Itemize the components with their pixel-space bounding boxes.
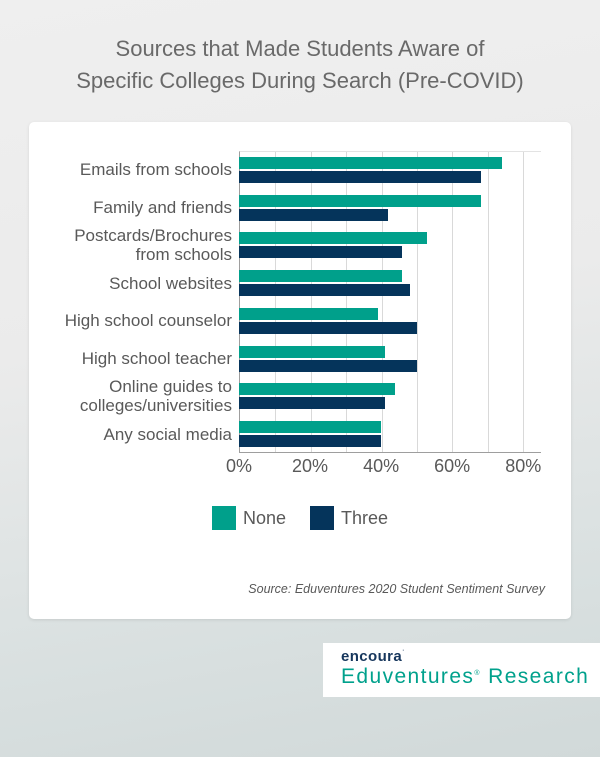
eduventures-research-wordmark (341, 665, 600, 689)
bar-row (29, 415, 541, 453)
bar-three (239, 322, 417, 334)
bar-three (239, 284, 410, 296)
chart-legend (29, 506, 571, 530)
legend-label: None (242, 507, 286, 528)
bar-row (29, 264, 541, 302)
category-label: High school teacher (81, 349, 232, 369)
x-axis (225, 456, 542, 478)
legend-item (212, 506, 286, 530)
bar-none (239, 232, 427, 244)
encoura-text: encoura (341, 648, 403, 665)
bar-three (239, 209, 388, 221)
bar-three (239, 246, 402, 258)
category-label: School websites (109, 273, 232, 293)
bar-pair (239, 151, 541, 189)
legend-swatch-three (310, 506, 334, 530)
category-label: Postcards/Brochures from schools (74, 226, 232, 265)
bar-none (239, 421, 381, 433)
bar-row (29, 151, 541, 189)
bar-three (239, 171, 481, 183)
bar-none (239, 346, 385, 358)
chart-card (29, 122, 571, 619)
bar-pair (239, 377, 541, 415)
x-tick-label: 20% (292, 456, 329, 476)
bar-pair (239, 340, 541, 378)
encoura-trademark: ˙ (402, 650, 405, 657)
chart-title-line1: Sources that Made Students Aware of (115, 36, 485, 61)
bar-row (29, 302, 541, 340)
x-tick-label: 80% (505, 456, 542, 476)
bar-three (239, 397, 385, 409)
bar-rows (29, 151, 541, 453)
eduventures-reg-mark: ® (474, 670, 481, 677)
bar-three (239, 360, 417, 372)
bar-none (239, 270, 402, 282)
bar-pair (239, 189, 541, 227)
encoura-wordmark (341, 648, 600, 665)
bar-none (239, 308, 378, 320)
brand-logo (323, 643, 600, 697)
bar-pair (239, 415, 541, 453)
x-tick-label: 40% (363, 456, 400, 476)
x-tick-label: 0% (225, 456, 253, 476)
bar-none (239, 383, 395, 395)
bar-pair (239, 264, 541, 302)
category-label: Any social media (103, 424, 232, 444)
legend-label: Three (341, 507, 389, 528)
category-label: High school counselor (64, 311, 232, 331)
research-text: Research (488, 665, 590, 688)
bar-none (239, 157, 502, 169)
source-note: Source: Eduventures 2020 Student Sentiment Survey (248, 582, 545, 596)
chart-title (0, 0, 600, 97)
bar-chart (29, 151, 542, 476)
bar-three (239, 435, 381, 447)
legend-swatch-none (212, 506, 236, 530)
bar-pair (239, 302, 541, 340)
category-label: Emails from schools (79, 160, 232, 180)
bar-row (29, 340, 541, 378)
bar-row (29, 189, 541, 227)
bar-row (29, 226, 541, 264)
x-tick-label: 60% (434, 456, 471, 476)
category-label: Online guides to colleges/universities (79, 377, 232, 416)
bar-pair (239, 226, 541, 264)
eduventures-text: Eduventures (341, 665, 475, 688)
bar-none (239, 195, 481, 207)
chart-title-line2: Specific Colleges During Search (Pre-COVID) (76, 68, 524, 93)
category-label: Family and friends (93, 198, 232, 217)
bar-row (29, 377, 541, 415)
legend-item (310, 506, 388, 530)
